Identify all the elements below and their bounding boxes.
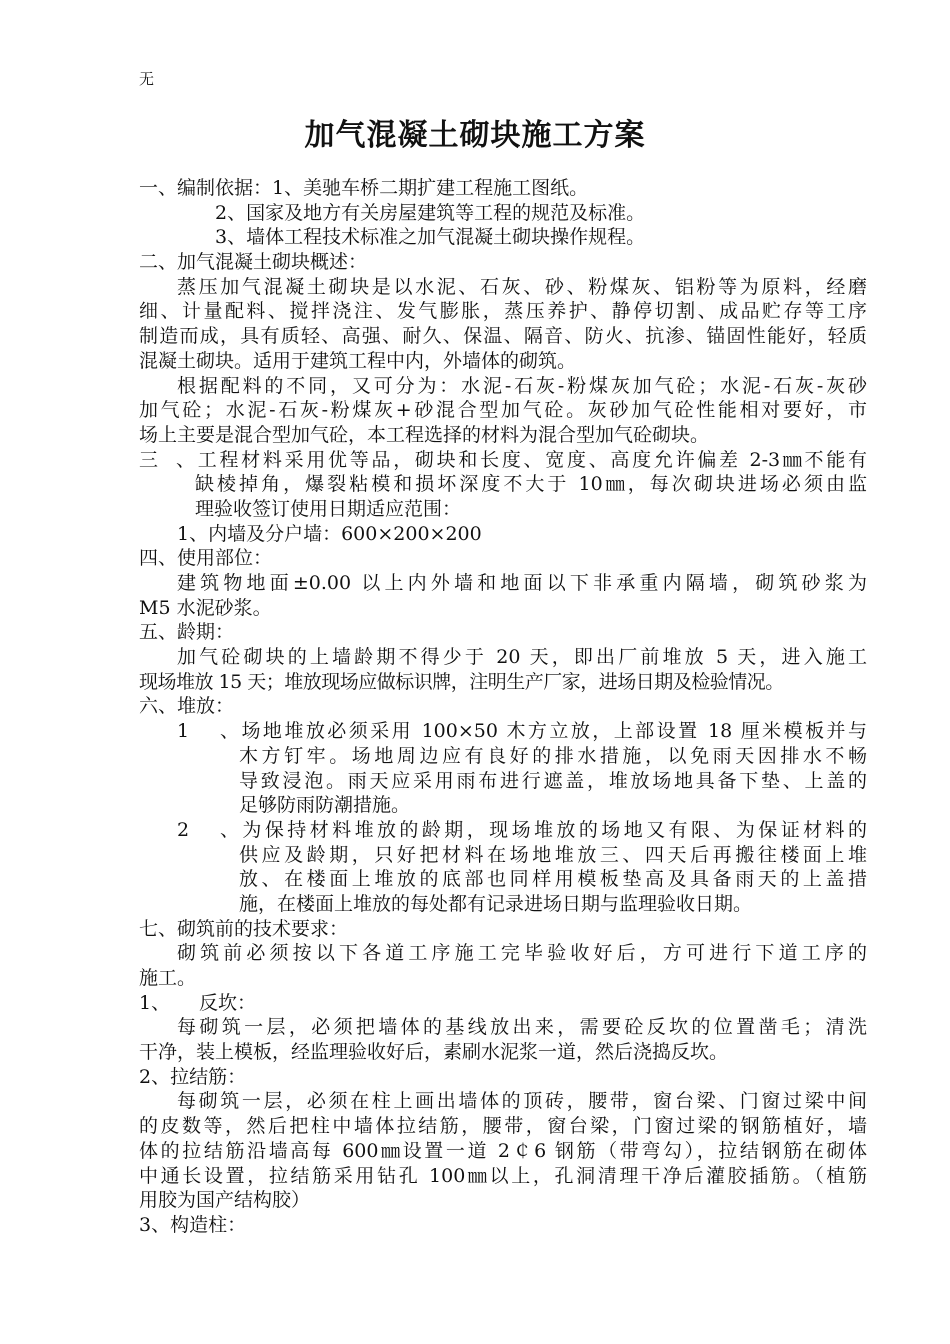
subsection-1-heading: [139, 991, 867, 1016]
subsection-1-label: 反坎：: [199, 991, 257, 1014]
section-6-item-1-line: 木方钉牢。场地周边应有良好的排水措施，以免雨天因排水不畅: [239, 744, 867, 767]
section-3-line-1: [139, 448, 867, 473]
section-1-line-1: 一、编制依据：1、美驰车桥二期扩建工程施工图纸。: [139, 177, 589, 199]
section-3-item: 1、内墙及分户墙：600×200×200: [177, 522, 482, 545]
section-5-heading: 五、龄期：: [139, 621, 235, 644]
section-6-heading: 六、堆放：: [139, 695, 235, 718]
section-6-item-2-line: [139, 818, 867, 843]
section-2-para-2-line: 加气砼；水泥-石灰-粉煤灰+砂混合型加气砼。灰砂加气砼性能相对要好，市: [139, 399, 867, 422]
section-6-item-2-number: 2、: [177, 818, 239, 841]
section-2-para-1-line: 混凝土砌块。适用于建筑工程中内，外墙体的砌筑。: [139, 349, 577, 372]
section-1-line-3: 3、墙体工程技术标准之加气混凝土砌块操作规程。: [215, 226, 646, 249]
subsection-2-line: 每砌筑一层，必须在柱上画出墙体的顶砖，腰带，窗台梁、门窗过梁中间: [177, 1090, 867, 1113]
subsection-2-line: 体的拉结筋沿墙高每 600㎜设置一道 2￠6 钢筋（带弯勾），拉结钢筋在砌体: [139, 1139, 867, 1162]
subsection-3-heading: 3、构造柱：: [139, 1213, 247, 1236]
section-2-para-1-line: 蒸压加气混凝土砌块是以水泥、石灰、砂、粉煤灰、铝粉等为原料，经磨: [177, 275, 867, 298]
section-7-heading: 七、砌筑前的技术要求：: [139, 917, 349, 940]
page-header: 无: [139, 70, 155, 88]
subsection-1-line: 每砌筑一层，必须把墙体的基线放出来，需要砼反坎的位置凿毛；清洗: [177, 1016, 867, 1039]
section-3-line-2: 缺棱掉角，爆裂粘模和损坏深度不大于 10㎜，每次砌块进场必须由监: [195, 473, 867, 496]
section-7-line: 施工。: [139, 967, 197, 989]
subsection-2-heading: 2、拉结筋：: [139, 1065, 247, 1088]
section-2-para-1-line: 细、计量配料、搅拌浇注、发气膨胀，蒸压养护、静停切割、成品贮存等工序: [139, 300, 867, 323]
section-6-item-2-line: 放、在楼面上堆放的底部也同样用模板垫高及具备雨天的上盖措: [239, 868, 867, 891]
section-2-para-2-line: 根据配料的不同，又可分为：水泥-石灰-粉煤灰加气砼；水泥-石灰-灰砂: [177, 374, 867, 397]
section-1-line-2: 2、国家及地方有关房屋建筑等工程的规范及标准。: [215, 201, 646, 224]
section-6-item-1-line: [139, 719, 867, 744]
section-3-number: 三、: [139, 448, 195, 471]
section-2-heading: 二、加气混凝土砌块概述：: [139, 251, 368, 274]
section-6-item-1-number: 1、: [177, 720, 239, 743]
subsection-2-line: 中通长设置，拉结筋采用钻孔 100㎜以上，孔洞清理干净后灌胶插筋。（植筋: [139, 1164, 867, 1187]
section-5-line: 现场堆放 15 天；堆放现场应做标识牌，注明生产厂家，进场日期及检验情况。: [139, 670, 784, 693]
section-4-heading: 四、使用部位：: [139, 547, 273, 570]
section-3-text: 工程材料采用优等品，砌块和长度、宽度、高度允许偏差 2-3㎜不能有: [195, 448, 867, 471]
subsection-1-number: 1、: [139, 991, 171, 1014]
section-6-item-2-line: 施，在楼面上堆放的每处都有记录进场日期与监理验收日期。: [239, 892, 753, 915]
section-6-item-1-line: 足够防雨防潮措施。: [239, 794, 411, 817]
section-4-line: 建筑物地面±0.00 以上内外墙和地面以下非承重内隔墙，砌筑砂浆为: [177, 572, 867, 594]
section-6-item-2-text: 为保持材料堆放的龄期，现场堆放的场地又有限、为保证材料的: [239, 818, 867, 841]
subsection-1-line: 干净，装上模板，经监理验收好后，素刷水泥浆一道，然后浇捣反坎。: [139, 1041, 729, 1064]
section-3-line-3: 理验收签订使用日期适应范围：: [195, 497, 462, 520]
section-2-para-2-line: 场上主要是混合型加气砼，本工程选择的材料为混合型加气砼砌块。: [139, 423, 710, 446]
section-4-line: M5 水泥砂浆。: [139, 596, 272, 619]
section-6-item-1-text: 场地堆放必须采用 100×50 木方立放，上部设置 18 厘米模板并与: [239, 720, 867, 743]
section-6-item-2-line: 供应及龄期，只好把材料在场地堆放三、四天后再搬往楼面上堆: [239, 843, 867, 866]
subsection-2-line: 用胶为国产结构胶）: [139, 1189, 311, 1212]
section-6-item-1-line: 导致浸泡。雨天应采用雨布进行遮盖，堆放场地具备下垫、上盖的: [239, 769, 867, 792]
document-title: 加气混凝土砌块施工方案: [304, 118, 646, 153]
section-5-line: 加气砼砌块的上墙龄期不得少于 20 天，即出厂前堆放 5 天，进入施工: [177, 646, 867, 669]
document-body: [139, 176, 867, 1238]
section-7-line: 砌筑前必须按以下各道工序施工完毕验收好后，方可进行下道工序的: [177, 942, 867, 965]
section-2-para-1-line: 制造而成，具有质轻、高强、耐久、保温、隔音、防火、抗渗、锚固性能好，轻质: [139, 325, 867, 348]
subsection-2-line: 的皮数等，然后把柱中墙体拉结筋，腰带，窗台梁，门窗过梁的钢筋植好，墙: [139, 1115, 867, 1138]
